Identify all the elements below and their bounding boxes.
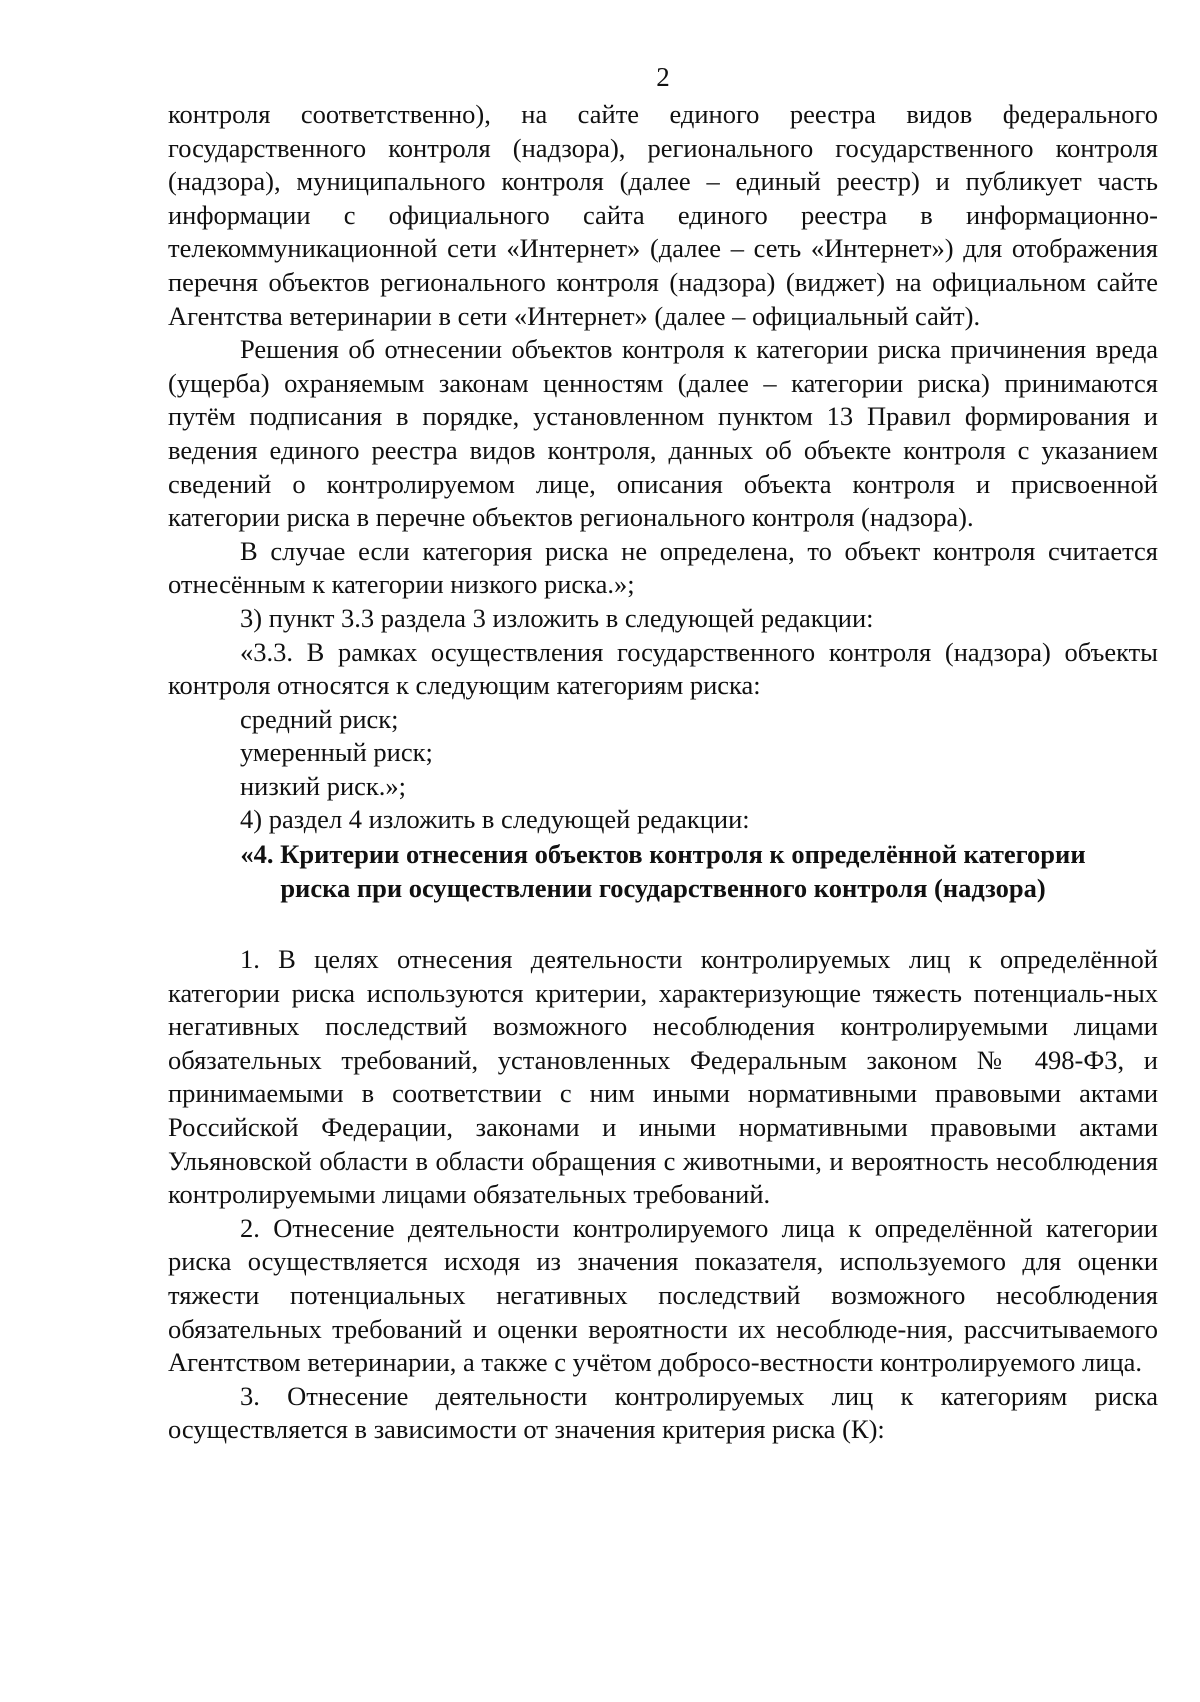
paragraph-amendment-3: 3) пункт 3.3 раздела 3 изложить в следующей редакции: xyxy=(240,602,874,633)
risk-category-list xyxy=(168,703,1158,804)
section-4-heading xyxy=(168,837,1158,905)
paragraph-clause-3-3: «3.3. В рамках осуществления государственного контроля (надзора) объекты контроля относятся к следующим категориям риска: xyxy=(168,636,1158,701)
criteria-item-3: 3. Отнесение деятельности контролируемых лиц к категориям риска осуществляется в зависимости от значения критерия риска (К): xyxy=(168,1380,1158,1445)
list-item-medium-risk: средний риск; xyxy=(240,703,399,734)
section-heading-line-1: «4. Критерии отнесения объектов контроля к определённой категории xyxy=(240,839,1086,870)
paragraph-risk-decisions: Решения об отнесении объектов контроля к категории риска причинения вреда (ущерба) охраняемым законам ценностям (далее – категории риска) принимаются путём подписания в порядке, установленном пунктом 13 Правил формирования и ведения единого реестра видов контроля, данных об объекте контроля с указанием сведений о контролируемом лице, описания объекта контроля и присвоенной категории риска в перечне объектов регионального контроля (надзора). xyxy=(168,334,1158,533)
section-heading-line-2: риска при осуществлении государственного контроля (надзора) xyxy=(280,873,1046,904)
page-number: 2 xyxy=(656,62,670,92)
paragraph-amendment-4: 4) раздел 4 изложить в следующей редакции: xyxy=(240,804,750,835)
list-item-low-risk: низкий риск.»; xyxy=(240,770,407,801)
criteria-item-1: 1. В целях отнесения деятельности контролируемых лиц к определённой категории риска используются критерии, характеризующие тяжесть потенциаль-ных негативных последствий возможного несоблюдения контролируемыми лицами обязательных требований, установленных Федеральным законом № 498-ФЗ, и принимаемыми в соответствии с ним иными нормативными правовыми актами Российской Федерации, законами и иными нормативными правовыми актами Ульяновской области в области обращения с животными, и вероятность несоблюдения контролируемыми лицами обязательных требований. xyxy=(168,944,1158,1210)
paragraph-official-site: контроля соответственно), на сайте единого реестра видов федерального государственного контроля (надзора), регионального государственного контроля (надзора), муниципального контроля (далее – единый реестр) и публикует часть информации с официального сайта единого реестра в информационно-телекоммуникационной сети «Интернет» (далее – сеть «Интернет») для отображения перечня объектов регионального контроля (надзора) (виджет) на официальном сайте Агентства ветеринарии в сети «Интернет» (далее – официальный сайт). xyxy=(168,99,1158,331)
paragraph-undefined-risk: В случае если категория риска не определена, то объект контроля считается отнесённым к категории низкого риска.»; xyxy=(168,535,1158,600)
document-page xyxy=(168,62,1158,1447)
list-item-moderate-risk: умеренный риск; xyxy=(240,737,433,768)
criteria-item-2: 2. Отнесение деятельности контролируемого лица к определённой категории риска осуществляется исходя из значения показателя, используемого для оценки тяжести потенциальных негативных последствий возможного несоблюдения обязательных требований и оценки вероятности их несоблюде-ния, рассчитываемого Агентством ветеринарии, а также с учётом добросо-вестности контролируемого лица. xyxy=(168,1212,1158,1378)
